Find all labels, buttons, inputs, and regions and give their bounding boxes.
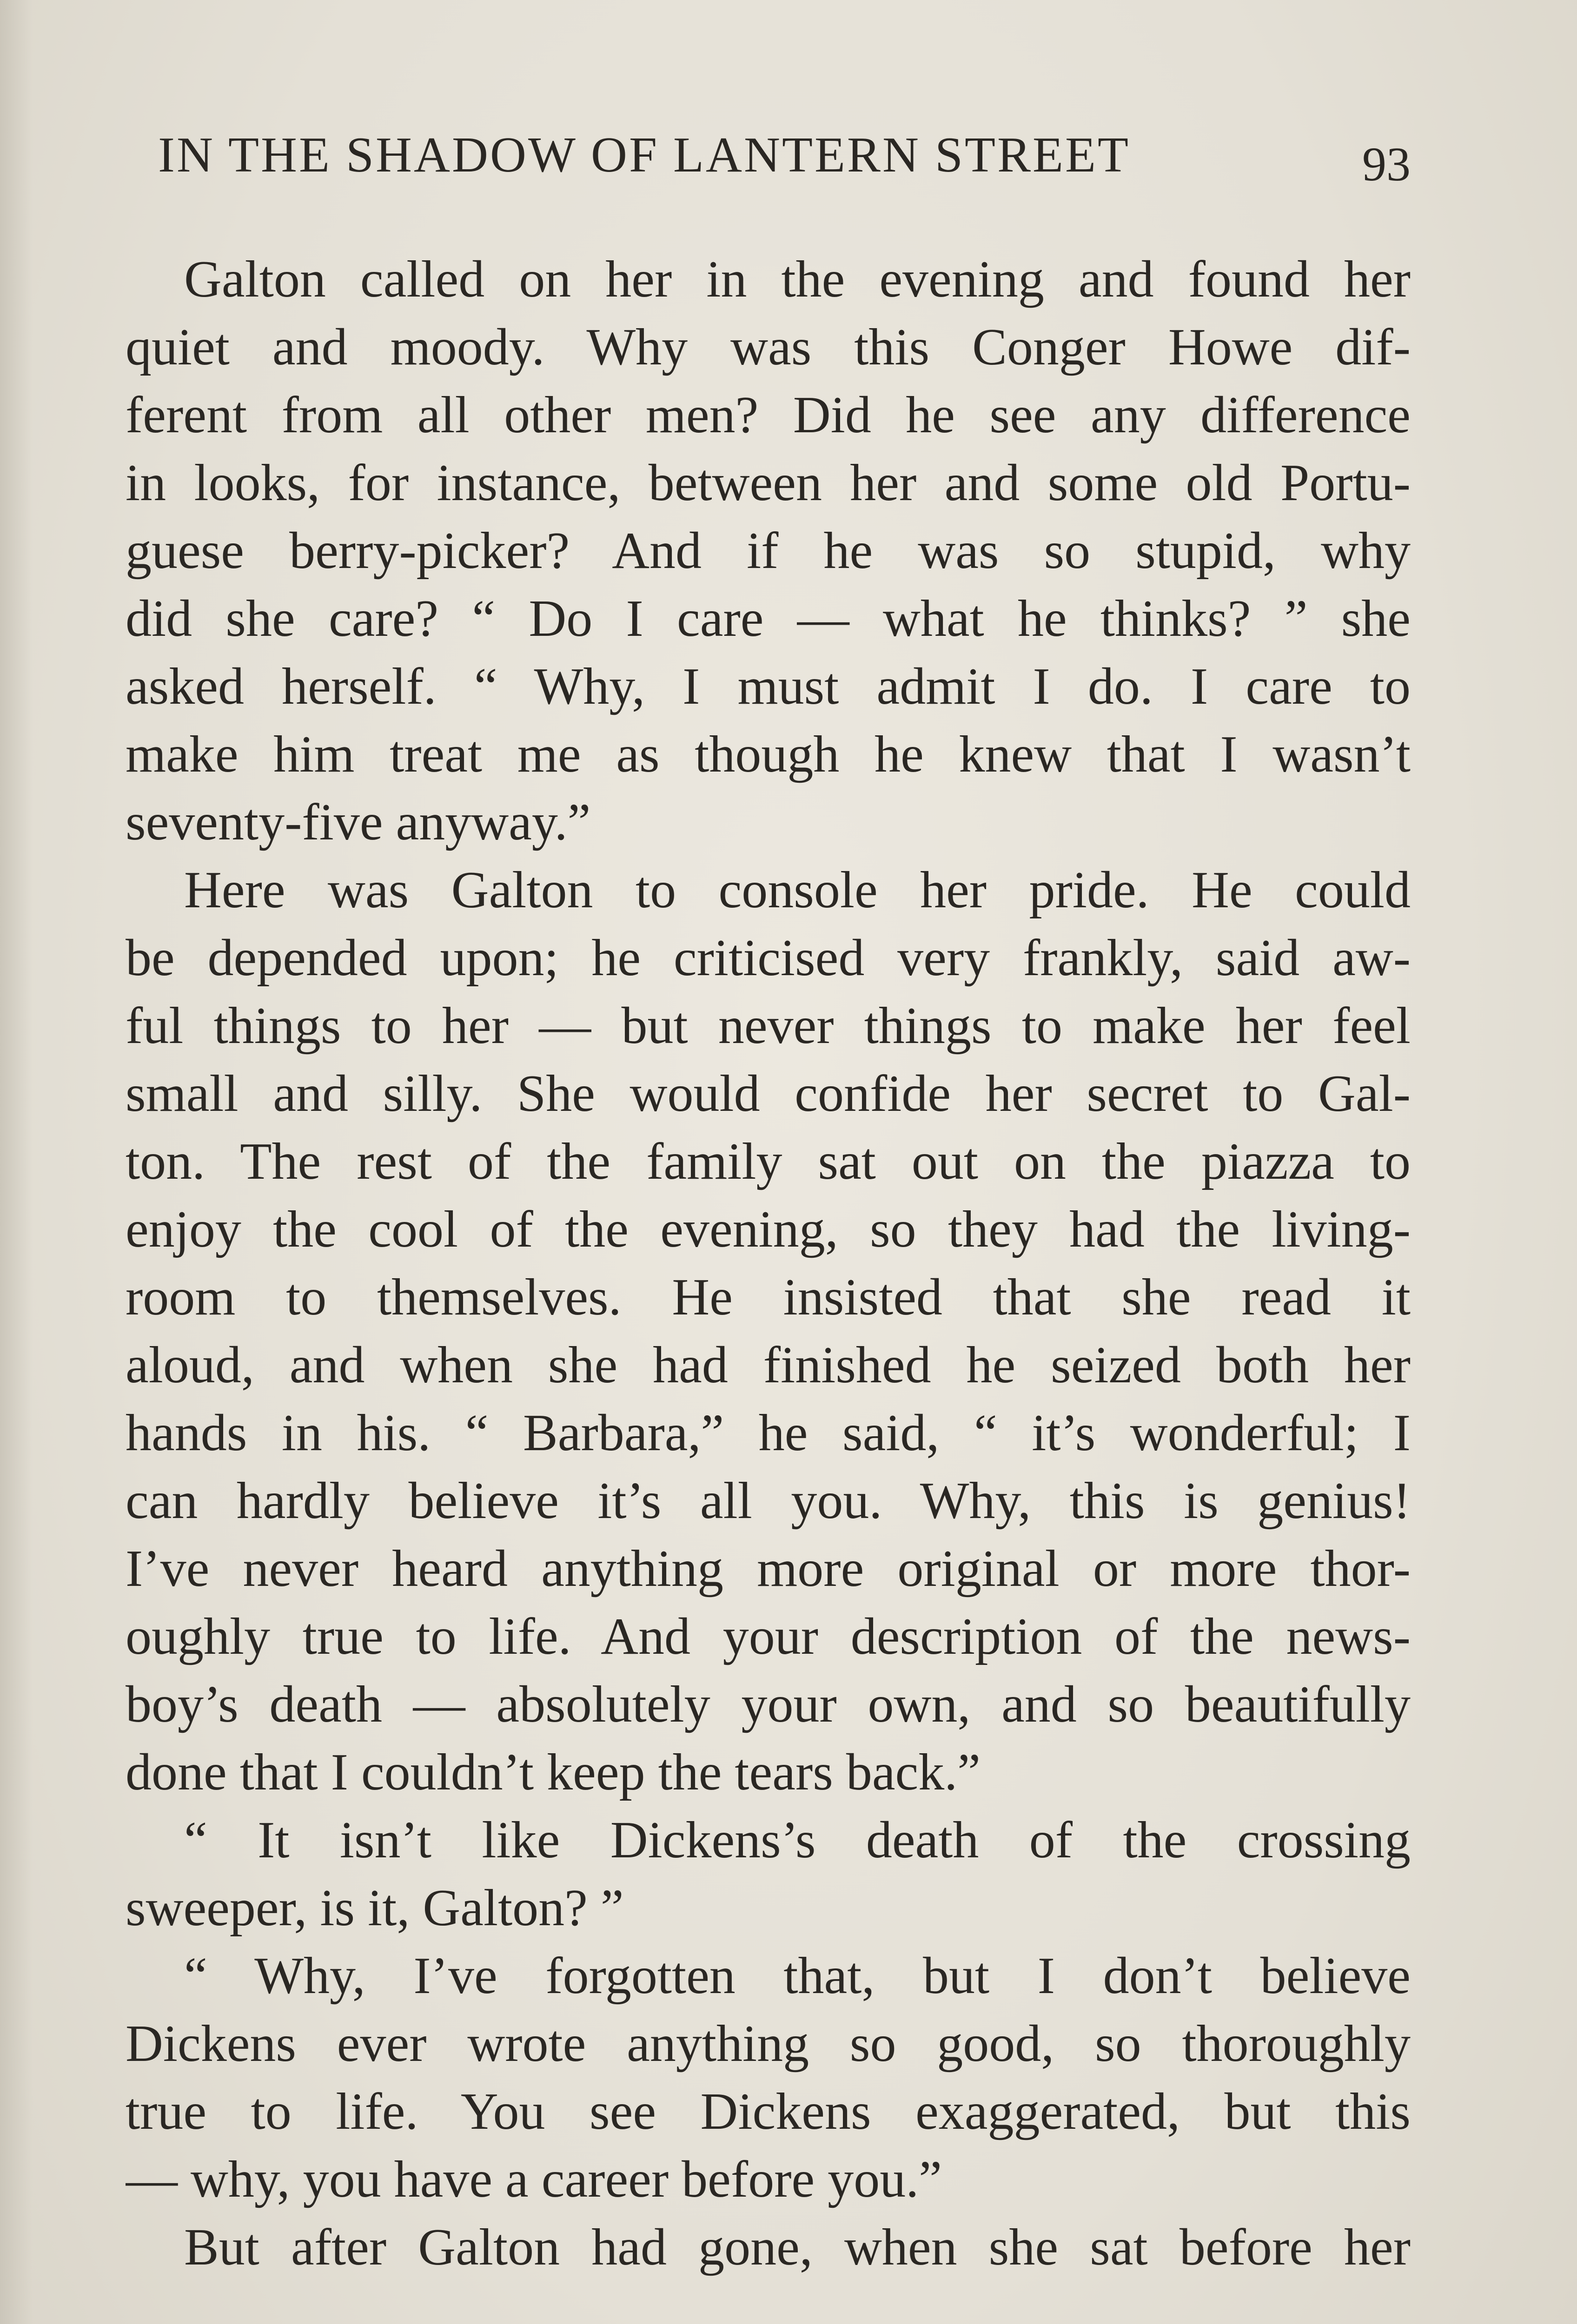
text-line: be depended upon; he criticised very frankly, said aw- [126,929,1411,987]
text-line: Galton called on her in the evening and found her [184,251,1411,308]
text-line: “ Why, I’ve forgotten that, but I don’t believe [184,1947,1411,2005]
text-line: — why, you have a career before you.” [126,2151,942,2208]
text-line: true to life. You see Dickens exaggerated, but this [126,2083,1411,2140]
text-line: ferent from all other men? Did he see any difference [126,386,1411,444]
running-title: IN THE SHADOW OF LANTERN STREET [158,127,1130,183]
text-line: asked herself. “ Why, I must admit I do. I care to [126,658,1411,715]
text-line: boy’s death — absolutely your own, and so beautifully [126,1676,1411,1733]
running-head [158,126,1411,196]
text-line: enjoy the cool of the evening, so they had the living- [126,1201,1411,1258]
text-line: in looks, for instance, between her and some old Portu- [126,454,1411,512]
text-line: aloud, and when she had finished he seized both her [126,1336,1411,1394]
text-line: seventy-five anyway.” [126,793,591,851]
text-line: I’ve never heard anything more original or more thor- [126,1540,1411,1598]
text-line: Here was Galton to console her pride. He could [184,861,1411,919]
text-line: Dickens ever wrote anything so good, so thoroughly [126,2015,1411,2073]
text-line: did she care? “ Do I care — what he thinks? ” she [126,590,1411,647]
text-line: But after Galton had gone, when she sat before her [184,2218,1411,2276]
text-line: hands in his. “ Barbara,” he said, “ it’s wonderful; I [126,1404,1411,1462]
text-line: ton. The rest of the family sat out on the piazza to [126,1133,1411,1190]
text-line: quiet and moody. Why was this Conger Howe dif- [126,318,1411,376]
text-line: sweeper, is it, Galton? ” [126,1879,624,1937]
page-number: 93 [1362,138,1411,191]
text-line: ful things to her — but never things to make her feel [126,997,1411,1055]
text-line: done that I couldn’t keep the tears back.” [126,1743,981,1801]
text-line: guese berry-picker? And if he was so stupid, why [126,522,1411,580]
text-line: can hardly believe it’s all you. Why, this is genius! [126,1472,1411,1530]
text-line: “ It isn’t like Dickens’s death of the crossing [184,1811,1411,1869]
text-line: room to themselves. He insisted that she read it [126,1268,1411,1326]
text-line: make him treat me as though he knew that I wasn’t [126,726,1411,783]
text-line: small and silly. She would confide her secret to Gal- [126,1065,1411,1122]
text-line: oughly true to life. And your description of the news- [126,1608,1411,1665]
body-text [126,245,1411,2281]
